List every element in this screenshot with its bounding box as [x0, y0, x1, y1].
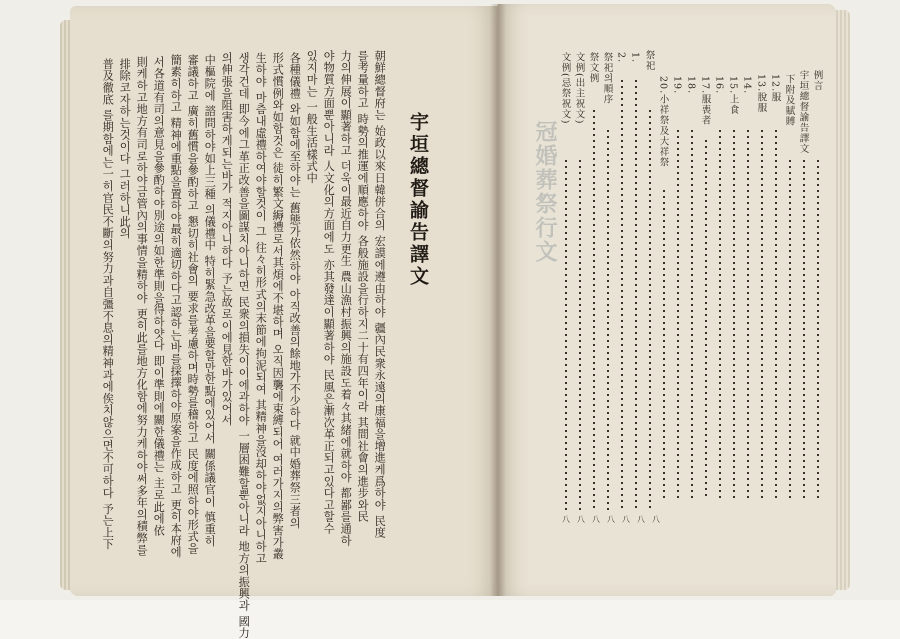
toc-leader — [817, 160, 819, 500]
body-column: 生하야 마츰내虛禮하여야할것이 그 往々히形式의末節에拘泥되여 其精神을沒却하야없지아니하고 — [254, 52, 268, 565]
toc-leader — [719, 130, 721, 500]
body-column: 中樞院에 諮問하야如上三種 의儀禮中 特히緊急改革을要할만한點에있어서 關係議官이 慎重히 — [203, 54, 217, 547]
toc-entry: 16. — [713, 76, 725, 95]
body-column: 朝鮮總督府는 始政以來日韓併合의 宏謨에遵由하야 疆內民衆永遠의康福을增進케爲하야 民度 — [373, 50, 387, 539]
toc-entry: 2. — [615, 52, 627, 64]
toc-entry: 祭祀의順序 — [601, 52, 613, 105]
toc-entry: 文例(忌祭祝文) — [559, 52, 571, 125]
toc-leader — [803, 160, 805, 500]
body-column: 를考量하고 時勢의推運에順應하야 各般施設을行하지二十有四年이라 其間社會의進步와民 — [356, 50, 370, 523]
toc-leader — [747, 130, 749, 500]
book-spine — [490, 4, 506, 596]
toc-entry: 祭文例 — [587, 52, 599, 84]
body-column: 있지마는 一般生活樣式中 — [305, 50, 319, 184]
toc-page-number: 八 — [577, 515, 585, 524]
body-column: 생각건데 即今에그革正改善을圖謀치아니하면 民衆의損失이이에과하야 一層困難할뿐아니라 地方의振興과 國力 — [237, 52, 251, 639]
toc-entry: 文例(出主祝文) — [573, 52, 585, 125]
body-column: 力의伸展이顯著하고 더욱이最近自力更生 農山漁村振興의施設도着々其緒에就하야 都鄙를通하 — [339, 50, 353, 547]
toc-leader — [607, 130, 609, 510]
body-column: 則케하고地方有司로하야금管內의事情을精하야 更히此를地方化함에努力케하야써多年의積弊를 — [135, 56, 149, 556]
toc-page-number: 八 — [607, 515, 615, 524]
body-column: 야物質方面뿐아니라 人文化의方面에도 亦其發達이顯著하야 民風은漸次革正되고있다고할수 — [322, 50, 336, 535]
toc-page-number: 八 — [562, 515, 570, 524]
toc-page-number: 八 — [637, 515, 645, 524]
toc-leader — [775, 130, 777, 500]
body-column: 서各道有司의意見을參酌하야別途의如한準則을得하얏다 即이準則에關한儀禮는 主로此에依 — [152, 56, 166, 537]
body-column: 審議하고 廣히舊慣을參酌하고 懇切히社會의 要求를考慮하며時勢를稽하고 民度에照하야形式을 — [186, 54, 200, 555]
toc-leader — [663, 190, 665, 500]
toc-leader — [593, 110, 595, 510]
body-column: 簡素히하고 精神에重點을置하야最히適切하다고認하는바를採擇하야原案을作成하고 更히本府에 — [169, 54, 183, 558]
toc-page-number: 八 — [622, 515, 630, 524]
body-column: 普及徹底 를期함에는一히官民不斷의努力과自彊不息의精神과에俟치않으면不可하다 予는上下 — [101, 58, 115, 551]
toc-entry: 1. — [629, 52, 641, 64]
toc-page-number: 八 — [652, 515, 660, 524]
toc-leader — [761, 130, 763, 500]
toc-leader — [733, 130, 735, 500]
toc-leader — [565, 160, 567, 510]
toc-leader — [789, 160, 791, 500]
body-column: 各種儀禮 와如함에至하야는 舊態가依然하야 아직改善의餘地가不少하다 就中婚葬祭三者의 — [288, 52, 302, 529]
toc-entry: 下附及賦賻 — [783, 74, 795, 127]
show-through-text: 冠婚葬祭行文 — [532, 120, 558, 264]
toc-leader — [691, 130, 693, 500]
body-column: 의伸張을阻害하게되는바가 적지아니하다 予는故로이에見한바가있어서 — [220, 52, 234, 427]
toc-leader — [635, 80, 637, 510]
toc-leader — [579, 160, 581, 510]
body-column: 形式慣例와如함것은 徒히繁文縟禮로서其煩에不堪하며 오직因襲에束縛되어 여러가지의弊害가叢 — [271, 52, 285, 561]
page-title: 宇垣總督諭告譯文 — [407, 112, 429, 288]
left-page — [70, 6, 498, 596]
toc-page-number: 八 — [592, 515, 600, 524]
toc-entry: 祭祀 — [643, 50, 655, 71]
toc-entry: 12.服 — [769, 74, 781, 103]
toc-entry: 15.上食 — [727, 76, 739, 116]
body-column: 排除코자하는것이다 그러하니此의 — [118, 58, 132, 240]
toc-leader — [677, 130, 679, 500]
toc-entry: 17.服喪者 — [699, 76, 711, 126]
toc-entry: 19. — [671, 76, 683, 95]
toc-entry: 例言 — [811, 70, 823, 91]
toc-entry: 14. — [741, 76, 753, 95]
toc-leader — [621, 80, 623, 510]
toc-entry: 18. — [685, 76, 697, 95]
book-right-edge — [836, 10, 850, 590]
toc-leader — [649, 110, 651, 510]
toc-entry: 宇垣總督諭告譯文 — [797, 70, 809, 154]
toc-entry: 13.脫服 — [755, 74, 767, 114]
toc-entry: 20.小祥祭及大祥祭 — [657, 76, 669, 168]
toc-leader — [705, 140, 707, 500]
